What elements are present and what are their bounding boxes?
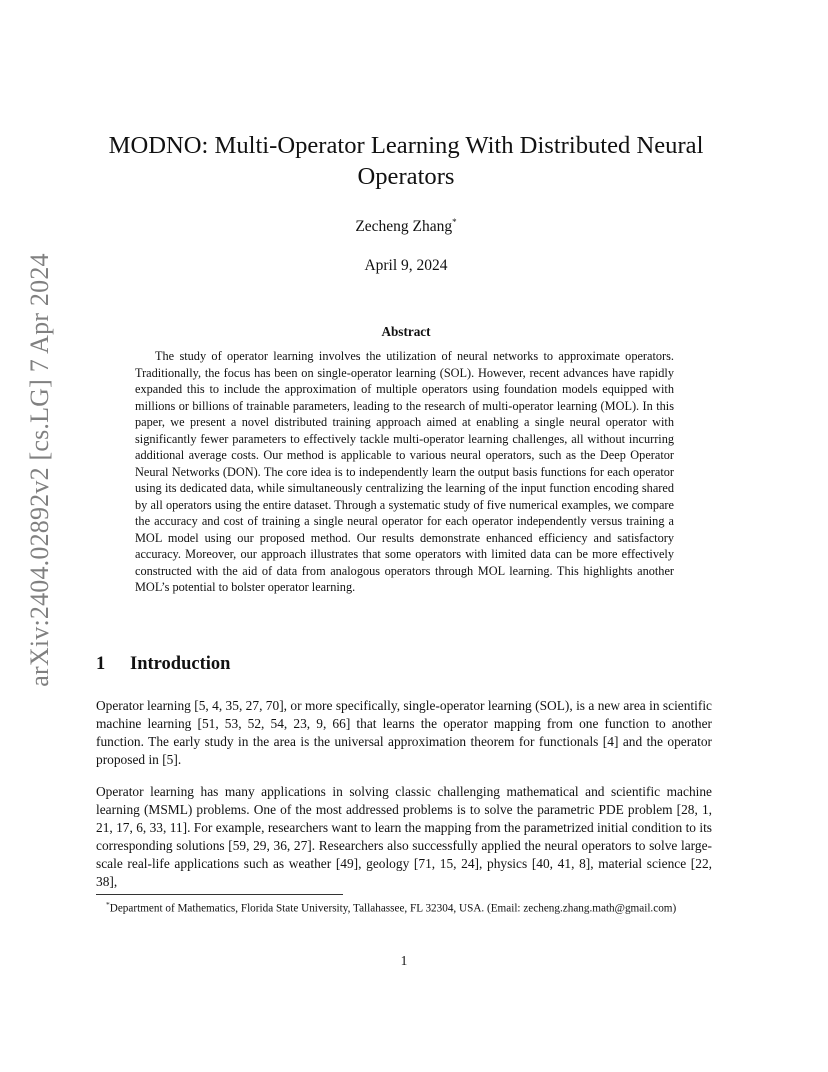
paper-date: April 9, 2024 [364,257,448,274]
section-heading [96,654,230,675]
section-number: 1 [96,654,106,674]
author-affiliation-footnote [96,898,712,916]
footnote-divider [96,894,343,895]
title-line-2: Operators [357,163,455,190]
author-footnote-mark: * [452,217,457,227]
section-title: Introduction [130,654,231,674]
paper-title [96,130,716,192]
author-name: Zecheng Zhang [355,218,453,236]
intro-paragraph-2: Operator learning has many applications in solving classic challenging mathematical and scientific machine learning (MSML) problems. One of the most addressed problems is to solve the parametric PDE problem [28, 1, 21, 17, 6, 33, 11]. For example, researchers want to learn the mapping from the parametrized initial condition to its corresponding solutions [59, 29, 36, 27]. Researchers also successfully applied the neural operators to solve large-scale real-life applications such as weather [49], geology [71, 15, 24], physics [40, 41, 8], material science [22, 38], [96,784,712,889]
intro-paragraph-1: Operator learning [5, 4, 35, 27, 70], or more specifically, single-operator learning (SOL), is a new area in scientific machine learning [51, 53, 52, 54, 23, 9, 66] that learns the operator mapping from one function to another function. The early study in the area is the universal approximation theorem for functionals [4] and the operator proposed in [5]. [96,698,712,767]
footnote-mark: * [106,900,110,909]
abstract-body: The study of operator learning involves the utilization of neural networks to approximate operators. Traditionally, the focus has been on single-operator learning (SOL). However, recent advances have rapidly expanded this to include the approximation of multiple operators using foundation models equipped with millions or billions of trainable parameters, leading to the research of multi-operator learning (MOL). In this paper, we present a novel distributed training approach aimed at enabling a single neural operator with significantly fewer parameters to effectively tackle multi-operator learning challenges, all without incurring additional average costs. Our method is applicable to various neural operators, such as the Deep Operator Neural Networks (DON). The core idea is to independently learn the output basis functions for each operator using its dedicated data, while simultaneously centralizing the learning of the input function encoding shared by all operators using the entire dataset. Through a systematic study of five numerical examples, we compare the accuracy and cost of training a single neural operator for each operator independently versus training a MOL model using our proposed method. Our results demonstrate enhanced efficiency and satisfactory accuracy. Moreover, our approach illustrates that some operators with limited data can be more effectively constructed with the aid of data from analogous operators through MOL learning. This highlights another MOL’s potential to bolster operator learning. [135,349,674,594]
author-line [96,217,716,236]
title-line-1: MODNO: Multi-Operator Learning With Distributed Neural [108,132,704,159]
arxiv-identifier-stamp: arXiv:2404.02892v2 [cs.LG] 7 Apr 2024 [25,253,54,687]
page-number: 1 [400,953,408,968]
abstract-heading: Abstract [381,324,431,339]
footnote-text: Department of Mathematics, Florida State University, Tallahassee, FL 32304, USA. (Email: zecheng.zhang.math@gmail.com) [109,902,677,915]
